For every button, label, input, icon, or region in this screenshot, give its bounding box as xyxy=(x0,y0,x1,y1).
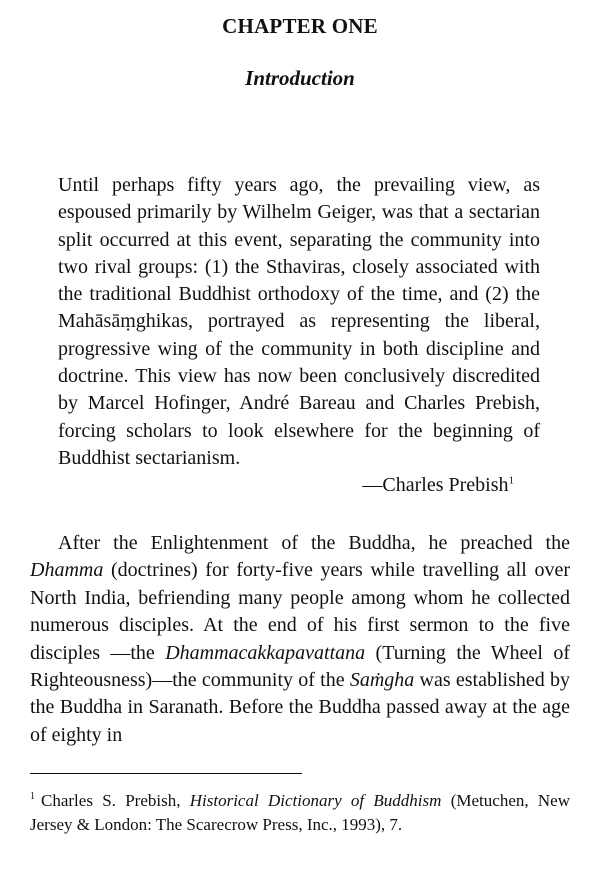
footnote-divider xyxy=(30,773,302,774)
attribution-name: —Charles Prebish xyxy=(362,474,509,497)
footnote xyxy=(30,789,570,836)
term-sutta-title: Dhammacakkapavattana xyxy=(165,641,366,664)
epigraph-quote xyxy=(58,172,540,500)
term-samgha: Saṁgha xyxy=(349,669,415,692)
term-dhamma: Dhamma xyxy=(30,559,104,582)
epigraph-text: Until perhaps fifty years ago, the prevailing view, as espoused primarily by Wilhelm Geiger, was that a sectarian split occurred at this event, separating the community into two rival groups: (1) the Sthaviras, closely associated with the traditional Buddhist orthodoxy of the time, and (2) the Mahāsāṃghikas, portrayed as representing the liberal, progressive wing of the community in both discipline and doctrine. This view has now been conclusively discredited by Marcel Hofinger, André Bareau and Charles Prebish, forcing scholars to look elsewhere for the beginning of Buddhist sectarianism. xyxy=(58,174,540,469)
body-paragraph xyxy=(30,530,570,749)
epigraph-attribution xyxy=(58,472,540,499)
footnote-number: 1 xyxy=(30,791,35,803)
footnote-book-title: Historical Dictionary of Buddhism xyxy=(189,791,442,810)
text-segment: was established by the Buddha in Saranath. Before the Buddha passed away at the age of eighty in xyxy=(30,669,570,746)
text-segment: After the Enlightenment of the Buddha, he preached the xyxy=(58,532,570,554)
chapter-heading: CHAPTER ONE xyxy=(222,14,378,38)
footnote-text xyxy=(30,789,570,836)
footnote-author: Charles S. Prebish, xyxy=(41,791,190,810)
paragraph-text xyxy=(30,530,570,749)
footnote-reference: 1 xyxy=(508,474,514,487)
text-segment: (Turning the Wheel of Righteousness)—the community of the xyxy=(30,641,570,692)
text-segment: (doctrines) for forty-five years while travelling all over North India, befriending many people among whom he collected numerous disciples. At the end of his first sermon to the five disciples —the xyxy=(30,559,570,664)
footnote-details: (Metuchen, New Jersey & London: The Scarecrow Press, Inc., 1993), 7. xyxy=(30,791,570,834)
section-heading: Introduction xyxy=(245,66,355,90)
